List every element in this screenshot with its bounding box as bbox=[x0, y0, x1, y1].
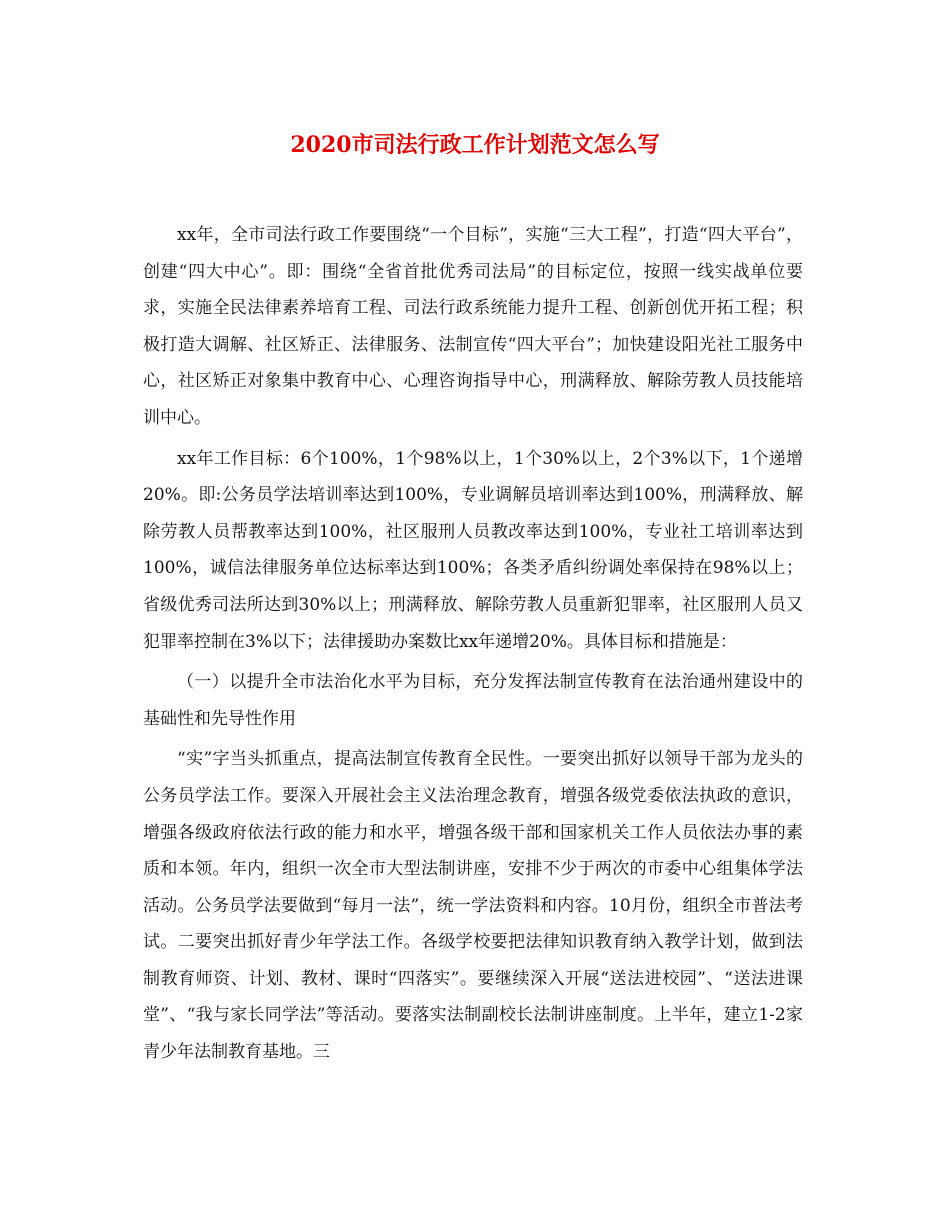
section-heading-1: （一）以提升全市法治化水平为目标，充分发挥法制宣传教育在法治通州建设中的基础性和先导性作用 bbox=[143, 672, 803, 729]
document-body bbox=[143, 217, 803, 1075]
paragraph-intro: xx年，全市司法行政工作要围绕“一个目标”，实施“三大工程”，打造“四大平台”，创建“四大中心”。即：围绕“全省首批优秀司法局”的目标定位，按照一线实战单位要求，实施全民法律素养培育工程、司法行政系统能力提升工程、创新创优开拓工程；积极打造大调解、社区矫正、法律服务、法制宣传“四大平台”；加快建设阳光社工服务中心，社区矫正对象集中教育中心、心理咨询指导中心，刑满释放、解除劳教人员技能培训中心。 bbox=[143, 225, 803, 428]
paragraph-legal-education: “实”字当头抓重点，提高法制宣传教育全民性。一要突出抓好以领导干部为龙头的公务员学法工作。要深入开展社会主义法治理念教育，增强各级党委依法执政的意识，增强各级政府依法行政的能力和水平，增强各级干部和国家机关工作人员依法办事的素质和本领。年内，组织一次全市大型法制讲座，安排不少于两次的市委中心组集体学法活动。公务员学法要做到“每月一法”，统一学法资料和内容。10月份，组织全市普法考试。二要突出抓好青少年学法工作。各级学校要把法律知识教育纳入教学计划，做到法制教育师资、计划、教材、课时“四落实”。要继续深入开展“送法进校园”、“送法进课堂”、“我与家长同学法”等活动。要落实法制副校长法制讲座制度。上半年，建立1-2家青少年法制教育基地。三 bbox=[143, 749, 803, 1063]
paragraph-goals: xx年工作目标：6个100%，1个98%以上，1个30%以上，2个3%以下，1个递增20%。即:公务员学法培训率达到100%，专业调解员培训率达到100%，刑满释放、解除劳教人员帮教率达到100%，社区服刑人员教改率达到100%，专业社工培训率达到100%，诚信法律服务单位达标率达到100%；各类矛盾纠纷调处率保持在98%以上；省级优秀司法所达到30%以上；刑满释放、解除劳教人员重新犯罪率，社区服刑人员又犯罪率控制在3%以下；法律援助办案数比xx年递增20%。具体目标和措施是： bbox=[143, 448, 803, 652]
document-title: 2020市司法行政工作计划范文怎么写 bbox=[290, 132, 660, 158]
